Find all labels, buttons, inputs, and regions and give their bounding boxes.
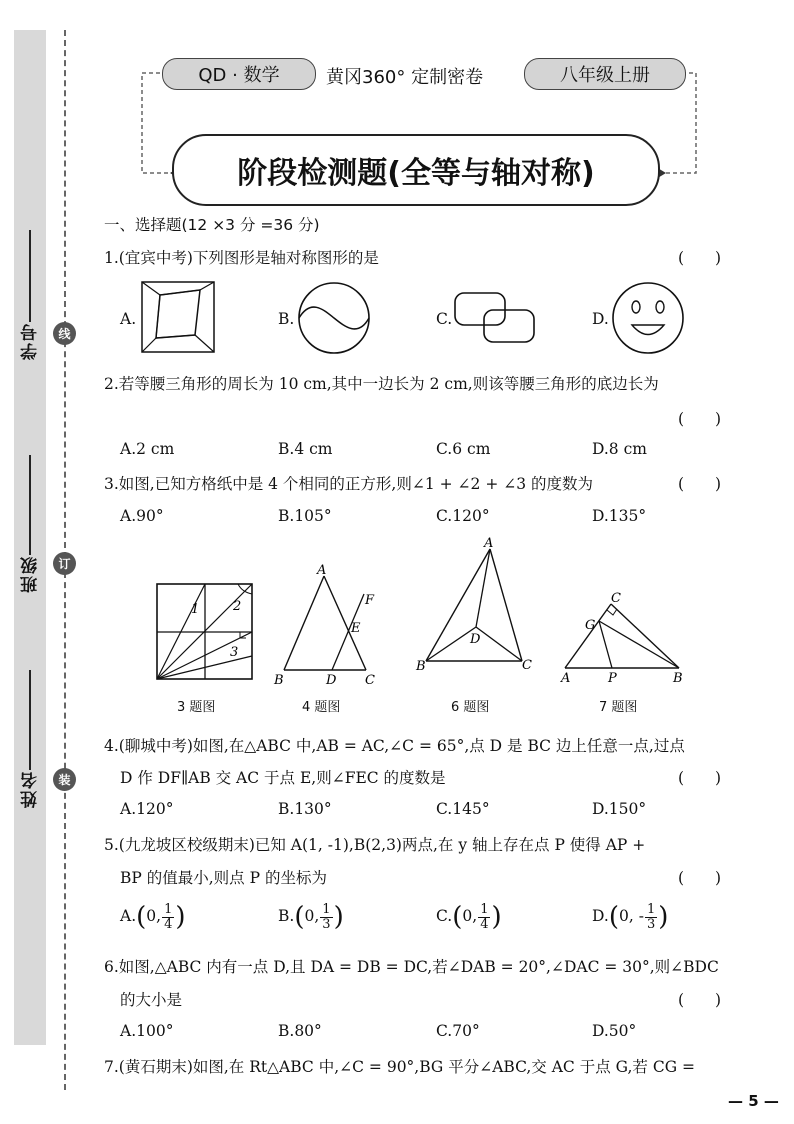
- name-label: 姓名: [20, 770, 41, 808]
- q6-option-c[interactable]: C.70°: [436, 1022, 480, 1040]
- q3-option-d[interactable]: D.135°: [592, 507, 647, 525]
- fig7-label-c: C: [611, 591, 621, 606]
- student-id-label: 学号: [20, 322, 41, 360]
- class-label: 班级: [20, 555, 41, 593]
- class-line: [29, 455, 31, 555]
- fig7-label-a: A: [561, 671, 571, 686]
- q5-option-c[interactable]: C.(0, $\frac{1}{4}$ ): [436, 901, 502, 932]
- q1-option-a-label[interactable]: A.: [120, 310, 137, 328]
- q4-option-c[interactable]: C.145°: [436, 800, 490, 818]
- figure-7: [555, 588, 690, 688]
- fig6-label-d: D: [470, 632, 481, 647]
- q4-option-a[interactable]: A.120°: [120, 800, 174, 818]
- q2-option-d[interactable]: D.8 cm: [592, 440, 647, 458]
- q3-option-b[interactable]: B.105°: [278, 507, 332, 525]
- q2-text: 2.若等腰三角形的周长为 10 cm,其中一边长为 2 cm,则该等腰三角形的底边长为: [104, 375, 659, 393]
- binding-mark-xian: 线: [53, 322, 76, 345]
- fig3-label-3: 3: [230, 645, 239, 660]
- fig3-caption: 3 题图: [177, 700, 216, 715]
- q3-answer-blank[interactable]: ( ): [678, 475, 722, 493]
- page-number: — 5 —: [728, 1092, 779, 1110]
- fig7-label-p: P: [608, 671, 617, 686]
- q1-option-a-figure: [140, 280, 218, 355]
- q6-option-d[interactable]: D.50°: [592, 1022, 637, 1040]
- q4-option-b[interactable]: B.130°: [278, 800, 332, 818]
- q5-answer-blank[interactable]: ( ): [678, 869, 722, 887]
- fig6-label-a: A: [484, 536, 494, 551]
- grade-pill: 八年级上册: [524, 58, 686, 90]
- fig6-caption: 6 题图: [451, 700, 490, 715]
- q1-text: 1.(宜宾中考)下列图形是轴对称图形的是: [104, 249, 379, 267]
- q1-answer-blank[interactable]: ( ): [678, 249, 722, 267]
- figure-6: [410, 535, 540, 675]
- series-name: 黄冈360° 定制密卷: [326, 67, 484, 88]
- q1-option-d-label[interactable]: D.: [592, 310, 609, 328]
- fig6-label-b: B: [416, 659, 426, 674]
- q1-option-c-label[interactable]: C.: [436, 310, 453, 328]
- fig3-label-2: 2: [233, 599, 242, 614]
- q6-text-line1: 6.如图,△ABC 内有一点 D,且 DA = DB = DC,若∠DAB = 20°,∠DAC = 30°,则∠BDC: [104, 958, 719, 976]
- fig7-label-g: G: [585, 618, 596, 633]
- q1-option-c-figure: [452, 290, 538, 346]
- student-id-line: [29, 230, 31, 322]
- q6-option-b[interactable]: B.80°: [278, 1022, 322, 1040]
- q5-text-line1: 5.(九龙坡区校级期末)已知 A(1, -1),B(2,3)两点,在 y 轴上存在点 P 使得 AP +: [104, 836, 646, 854]
- fig7-label-b: B: [673, 671, 683, 686]
- q5-option-b[interactable]: B.(0, $\frac{1}{3}$ ): [278, 901, 344, 932]
- name-field[interactable]: [14, 670, 46, 820]
- subject-pill: QD · 数学: [162, 58, 316, 90]
- q6-answer-blank[interactable]: ( ): [678, 991, 722, 1009]
- q1-option-b-figure: [296, 280, 372, 356]
- fig6-label-c: C: [522, 658, 532, 673]
- q3-option-a[interactable]: A.90°: [120, 507, 164, 525]
- figure-3: [150, 576, 260, 686]
- binding-mark-ding: 订: [53, 552, 76, 575]
- page-title: 阶段检测题(全等与轴对称): [172, 134, 660, 206]
- student-id-field[interactable]: [14, 230, 46, 370]
- q3-option-c[interactable]: C.120°: [436, 507, 490, 525]
- fig7-caption: 7 题图: [599, 700, 638, 715]
- fig4-label-d: D: [326, 673, 337, 688]
- fig4-label-c: C: [365, 673, 375, 688]
- fig4-caption: 4 题图: [302, 700, 341, 715]
- q2-answer-blank[interactable]: ( ): [678, 410, 722, 428]
- fig4-label-b: B: [274, 673, 284, 688]
- name-line: [29, 670, 31, 770]
- q5-text-line2: BP 的值最小,则点 P 的坐标为: [120, 869, 327, 887]
- q1-option-b-label[interactable]: B.: [278, 310, 295, 328]
- q4-text-line1: 4.(聊城中考)如图,在△ABC 中,AB = AC,∠C = 65°,点 D 是 BC 边上任意一点,过点: [104, 737, 685, 755]
- q3-text: 3.如图,已知方格纸中是 4 个相同的正方形,则∠1 + ∠2 + ∠3 的度数为: [104, 475, 594, 493]
- section-heading: 一、选择题(12 ×3 分 =36 分): [104, 216, 320, 234]
- fig4-label-f: F: [365, 593, 375, 608]
- fig4-label-a: A: [317, 563, 327, 578]
- q5-option-d[interactable]: D.(0, - $\frac{1}{3}$ ): [592, 901, 669, 932]
- q2-option-c[interactable]: C.6 cm: [436, 440, 491, 458]
- q4-answer-blank[interactable]: ( ): [678, 769, 722, 787]
- q4-option-d[interactable]: D.150°: [592, 800, 647, 818]
- q1-option-d-figure: [610, 280, 686, 356]
- q7-text: 7.(黄石期末)如图,在 Rt△ABC 中,∠C = 90°,BG 平分∠ABC,交 AC 于点 G,若 CG =: [104, 1058, 695, 1076]
- q5-option-a[interactable]: A.(0, $\frac{1}{4}$ ): [120, 901, 186, 932]
- q2-option-b[interactable]: B.4 cm: [278, 440, 333, 458]
- fig3-label-1: 1: [191, 602, 200, 617]
- q2-option-a[interactable]: A.2 cm: [120, 440, 175, 458]
- q6-text-line2: 的大小是: [120, 991, 183, 1009]
- fig4-label-e: E: [351, 621, 361, 636]
- class-field[interactable]: [14, 455, 46, 605]
- binding-mark-zhuang: 装: [53, 768, 76, 791]
- q4-text-line2: D 作 DF∥AB 交 AC 于点 E,则∠FEC 的度数是: [120, 769, 446, 787]
- figure-4: [268, 560, 388, 690]
- q6-option-a[interactable]: A.100°: [120, 1022, 174, 1040]
